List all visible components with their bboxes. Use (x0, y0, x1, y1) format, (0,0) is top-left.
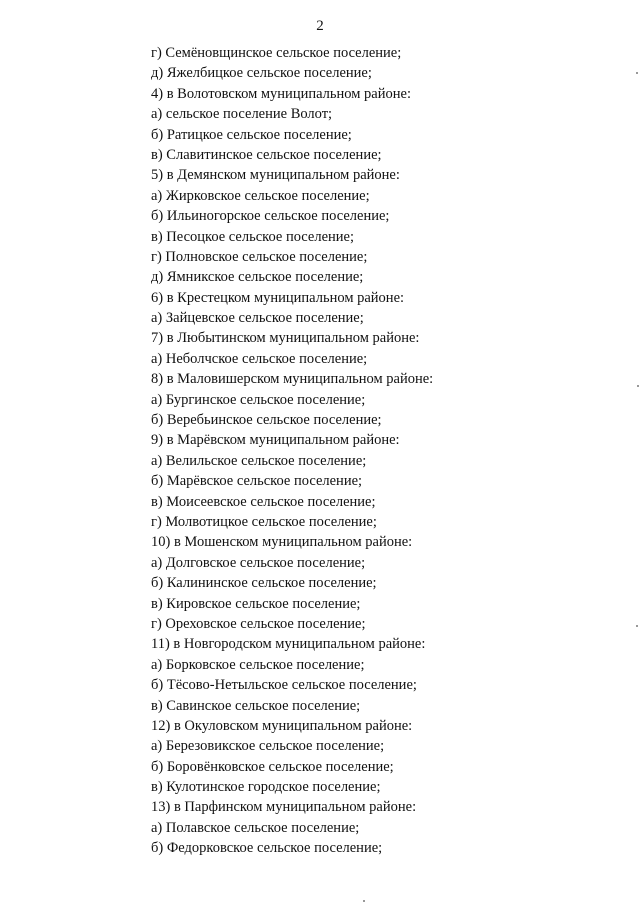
list-line: а) Борковское сельское поселение; (151, 656, 365, 673)
list-line: 8) в Маловишерском муниципальном районе: (151, 371, 434, 388)
list-line: а) Неболчское сельское поселение; (151, 350, 368, 367)
list-line: б) Федорковское сельское поселение; (151, 840, 383, 857)
list-line: а) Зайцевское сельское поселение; (151, 310, 364, 327)
list-line: 5) в Демянском муниципальном районе: (151, 167, 400, 184)
list-line: а) Полавское сельское поселение; (151, 819, 360, 836)
list-line: г) Полновское сельское поселение; (151, 248, 368, 265)
list-line: 4) в Волотовском муниципальном районе: (151, 85, 411, 102)
list-line: г) Семёновщинское сельское поселение; (151, 45, 402, 61)
list-line: б) Калининское сельское поселение; (151, 575, 377, 592)
list-line: б) Марёвское сельское поселение; (151, 473, 363, 490)
list-line: г) Молвотицкое сельское поселение; (151, 513, 377, 530)
list-line: а) Велильское сельское поселение; (151, 452, 367, 469)
list-line: 6) в Крестецком муниципальном районе: (151, 289, 405, 306)
list-line: а) сельское поселение Волот; (151, 106, 333, 123)
list-line: в) Славитинское сельское поселение; (151, 146, 382, 163)
list-line: б) Ратицкое сельское поселение; (151, 126, 352, 143)
list-line: 13) в Парфинском муниципальном районе: (151, 799, 417, 816)
list-line: 7) в Любытинском муниципальном районе: (151, 330, 420, 347)
list-line: а) Жирковское сельское поселение; (151, 187, 370, 204)
list-line: 12) в Окуловском муниципальном районе: (151, 717, 413, 734)
list-line: в) Кулотинское городское поселение; (151, 779, 381, 796)
list-line: б) Тёсово-Нетыльское сельское поселение; (151, 677, 417, 694)
list-line: 9) в Марёвском муниципальном районе: (151, 432, 400, 449)
scan-speck (637, 385, 639, 387)
scan-speck (363, 900, 365, 902)
list-line: а) Березовикское сельское поселение; (151, 738, 385, 755)
list-line: д) Ямникское сельское поселение; (151, 269, 364, 286)
list-line: а) Долговское сельское поселение; (151, 554, 366, 571)
list-line: в) Песоцкое сельское поселение; (151, 228, 355, 245)
list-line: б) Боровёнковское сельское поселение; (151, 758, 394, 775)
scan-speck (636, 625, 638, 627)
list-line: б) Ильиногорское сельское поселение; (151, 208, 390, 225)
list-line: б) Веребьинское сельское поселение; (151, 412, 382, 429)
list-line: в) Кировское сельское поселение; (151, 595, 361, 612)
list-line: в) Савинское сельское поселение; (151, 697, 361, 714)
page-number: 2 (316, 18, 324, 34)
list-line: д) Яжелбицкое сельское поселение; (151, 65, 372, 82)
list-line: 11) в Новгородском муниципальном районе: (151, 636, 426, 653)
settlement-list (151, 43, 433, 859)
list-line: 10) в Мошенском муниципальном районе: (151, 534, 413, 551)
scan-speck (636, 72, 638, 74)
list-line: г) Ореховское сельское поселение; (151, 615, 366, 632)
list-line: в) Моисеевское сельское поселение; (151, 493, 376, 510)
list-line: а) Бургинское сельское поселение; (151, 391, 366, 408)
